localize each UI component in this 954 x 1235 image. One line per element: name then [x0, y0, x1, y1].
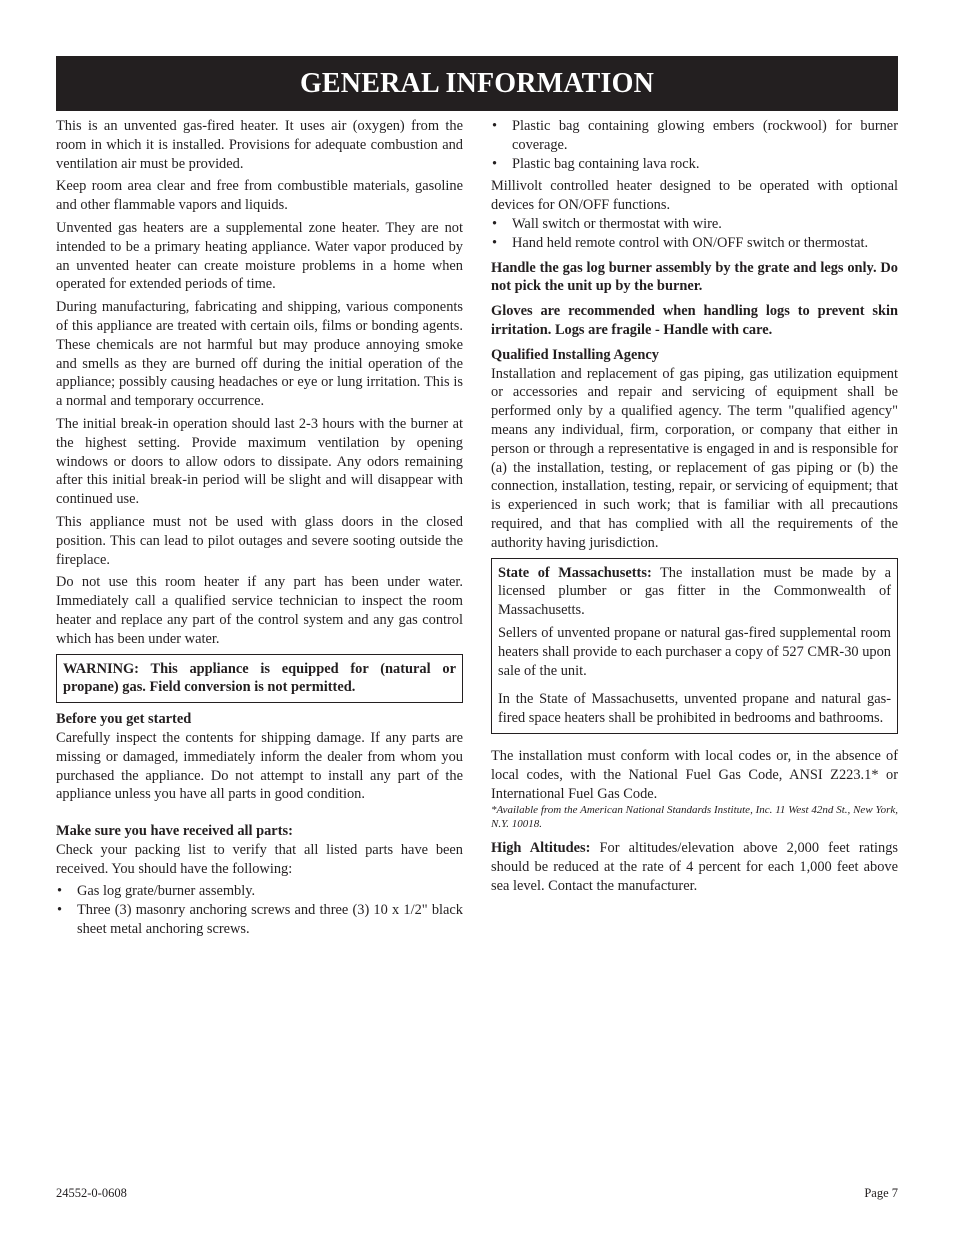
bag-list: [491, 117, 898, 173]
list-item: • Three (3) masonry anchoring screws and three (3) 10 x 1/2" black sheet metal anchoring screws.: [56, 901, 463, 939]
handle-warning: Handle the gas log burner assembly by the grate and legs only. Do not pick the unit up by the burner.: [491, 259, 898, 295]
right-column: [491, 117, 898, 900]
paragraph-keep-clear: Keep room area clear and free from combustible materials, gasoline and other flammable vapors and liquids.: [56, 178, 463, 214]
agency-heading: Qualified Installing Agency: [491, 346, 659, 363]
millivolt-text: Millivolt controlled heater designed to be operated with optional devices for ON/OFF functions.: [491, 178, 898, 214]
massachusetts-box: [491, 558, 898, 734]
title-banner: [56, 56, 898, 111]
list-item: • Plastic bag containing lava rock.: [491, 155, 898, 174]
list-item: • Hand held remote control with ON/OFF switch or thermostat.: [491, 234, 898, 253]
gloves-warning: Gloves are recommended when handling logs to prevent skin irritation. Logs are fragile - Handle with care.: [491, 303, 898, 338]
warning-box: [56, 654, 463, 704]
page-title: GENERAL INFORMATION: [299, 67, 655, 99]
codes-text: The installation must conform with local codes or, in the absence of local codes, with the National Fuel Gas Code, ANSI Z223.1* or International Fuel Gas Code.: [491, 747, 898, 802]
before-text: Carefully inspect the contents for shipping damage. If any parts are missing or damaged, immediately inform the dealer from whom you purchased the appliance. Do not attempt to install any part of the appliance unless you have all parts in good condition.: [56, 729, 463, 803]
paragraph-glass-doors: This appliance must not be used with glass doors in the closed position. This can lead to pilot outages and severe sooting outside the fireplace.: [56, 513, 463, 568]
page-number: Page 7: [864, 1186, 898, 1200]
altitude-text: For altitudes/elevation above 2,000 feet ratings should be reduced at the rate of 4 percent for each 1,000 feet above sea level. Contact the manufacturer.: [491, 840, 898, 894]
document-number: 24552-0-0608: [56, 1186, 127, 1200]
paragraph-supplemental: Unvented gas heaters are a supplemental zone heater. They are not intended to be a primary heating appliance. Water vapor produced by an unvented heater can create moisture problems in a home when operated for extended periods of time.: [56, 219, 463, 293]
list-item: • Wall switch or thermostat with wire.: [491, 215, 898, 234]
paragraph-break-in: The initial break-in operation should last 2-3 hours with the burner at the highest setting. Provide maximum ventilation by opening windows or doors to allow odors to dissipate. Any odors remaining after this initial break-in period will be slight and will disappear with continued use.: [56, 415, 463, 508]
paragraph-unvented-heater: This is an unvented gas-fired heater. It uses air (oxygen) from the room in which it is installed. Provisions for adequate combustion and ventilation air must be provided.: [56, 118, 463, 172]
list-item: • Plastic bag containing glowing embers (rockwool) for burner coverage.: [491, 117, 898, 155]
codes-footnote: *Available from the American National Standards Institute, Inc. 11 West 42nd St., New York, N.Y. 10018.: [491, 804, 898, 831]
agency-text: Installation and replacement of gas piping, gas utilization equipment or accessories and repair and servicing of equipment shall be performed only by a qualified agency. The term "qualified agency" means any individual, firm, corporation, or company that either in person or through a representative is engaged in and is responsible for (a) the installation, testing, or replacement of gas piping or (b) the connection, installation, testing, repair, or servicing of equipment; that is experienced in such work; that is familiar with all precautions required, and that has complied with all the requirements of the authority having jurisdiction.: [491, 365, 898, 551]
switch-list: [491, 215, 898, 253]
altitude-label: High Altitudes:: [491, 840, 591, 857]
massachusetts-label: State of Massachusetts:: [498, 564, 652, 581]
parts-list: [56, 882, 463, 938]
before-heading: Before you get started: [56, 711, 192, 728]
parts-text: Check your packing list to verify that all listed parts have been received. You should have the following:: [56, 841, 463, 877]
paragraph-manufacturing: During manufacturing, fabricating and shipping, various components of this appliance are treated with certain oils, films or bonding agents. These chemicals are not harmful but may produce annoying smoke and smells as they are burned off during the initial operation of the appliance; possibly causing headaches or eye or lung irritation. This is a normal and temporary occurrence.: [56, 299, 463, 410]
massachusetts-text: The installation must be made by a licensed plumber or gas fitter in the Commonwealth of Massachusetts.: [498, 564, 891, 619]
parts-heading: Make sure you have received all parts:: [56, 823, 293, 840]
paragraph-under-water: Do not use this room heater if any part has been under water. Immediately call a qualified service technician to inspect the room heater and replace any part of the control system and any gas control which has been under water.: [56, 574, 463, 647]
spacer: [56, 808, 463, 822]
warning-text: WARNING: This appliance is equipped for (natural or propane) gas. Field conversion is not permitted.: [63, 660, 456, 696]
massachusetts-paragraph: [498, 564, 891, 620]
massachusetts-sellers: Sellers of unvented propane or natural gas-fired supplemental room heaters shall provide to each purchaser a copy of 527 CMR-30 upon sale of the unit.: [498, 624, 891, 679]
list-item: • Gas log grate/burner assembly.: [56, 882, 463, 901]
massachusetts-prohibition: In the State of Massachusetts, unvented propane and natural gas-fired space heaters shall be prohibited in bedrooms and bathrooms.: [498, 691, 891, 727]
left-column: [56, 117, 463, 943]
altitude-paragraph: [491, 839, 898, 895]
